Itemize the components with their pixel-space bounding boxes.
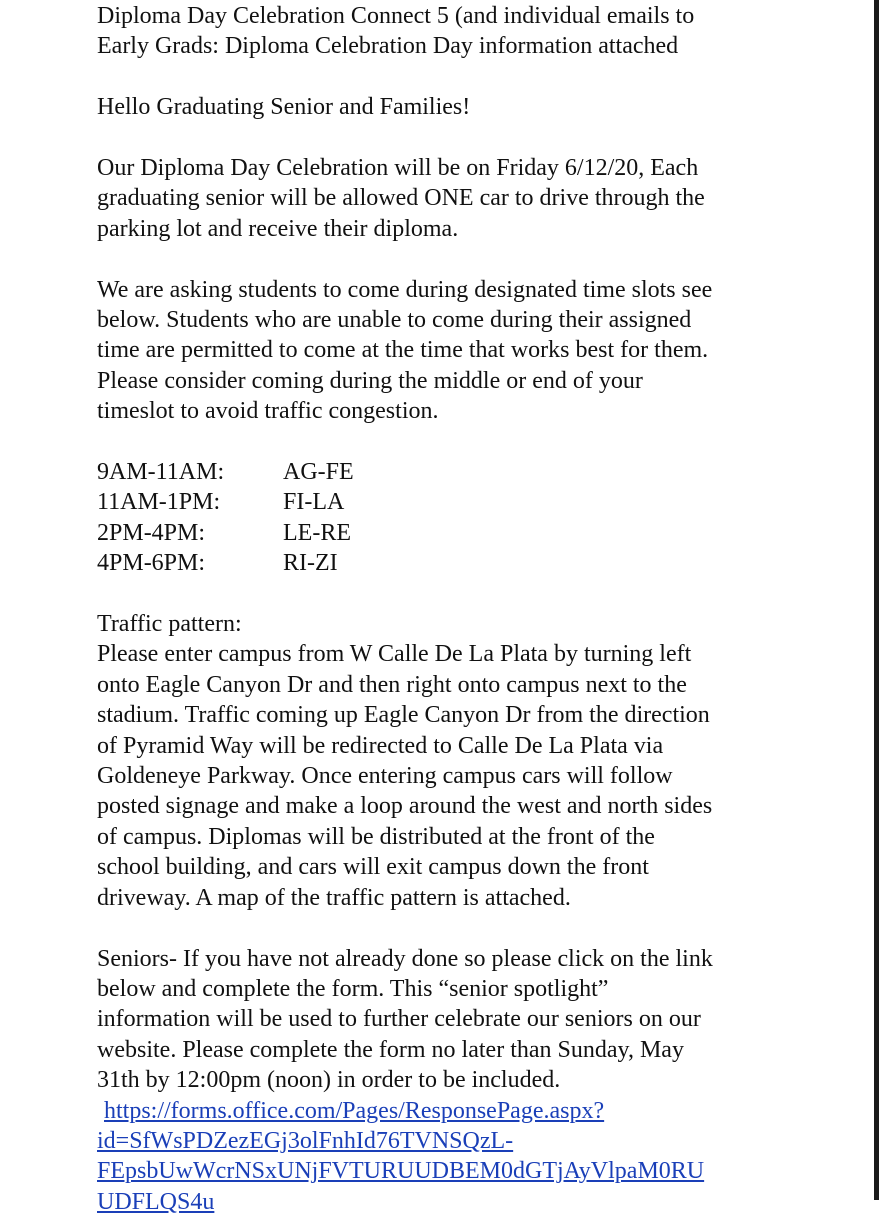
timeslots-line: below. Students who are unable to come during their assigned xyxy=(97,305,797,335)
intro-paragraph xyxy=(97,153,797,244)
timeslots-line: Please consider coming during the middle or end of your xyxy=(97,366,797,396)
traffic-line: posted signage and make a loop around the west and north sides xyxy=(97,791,797,821)
traffic-line: of campus. Diplomas will be distributed at the front of the xyxy=(97,822,797,852)
link-line[interactable]: UDFLQS4u xyxy=(97,1187,797,1217)
schedule-row xyxy=(97,548,797,578)
timeslots-line: timeslot to avoid traffic congestion. xyxy=(97,396,797,426)
page-edge-border xyxy=(874,0,879,1200)
link-line[interactable]: FEpsbUwWcrNSxUNjFVTURUUDBEM0dGTjAyVlpaM0RU xyxy=(97,1156,797,1186)
senior-spotlight-form-link[interactable] xyxy=(97,1096,797,1217)
schedule-names: FI-LA xyxy=(283,487,344,517)
intro-line: parking lot and receive their diploma. xyxy=(97,214,797,244)
seniors-line: below and complete the form. This “senior spotlight” xyxy=(97,974,797,1004)
traffic-line: driveway. A map of the traffic pattern is attached. xyxy=(97,883,797,913)
timeslots-line: time are permitted to come at the time that works best for them. xyxy=(97,335,797,365)
seniors-line: 31th by 12:00pm (noon) in order to be included. xyxy=(97,1065,797,1095)
schedule-names: RI-ZI xyxy=(283,548,338,578)
header-line: Early Grads: Diploma Celebration Day information attached xyxy=(97,31,797,61)
timeslots-line: We are asking students to come during designated time slots see xyxy=(97,275,797,305)
seniors-line: Seniors- If you have not already done so please click on the link xyxy=(97,944,797,974)
header-paragraph xyxy=(97,1,797,62)
link-line[interactable]: id=SfWsPDZezEGj3olFnhId76TVNSQzL- xyxy=(97,1126,797,1156)
schedule-time: 2PM-4PM: xyxy=(97,518,283,548)
schedule-names: LE-RE xyxy=(283,518,351,548)
traffic-paragraph xyxy=(97,609,797,913)
traffic-line: Goldeneye Parkway. Once entering campus cars will follow xyxy=(97,761,797,791)
header-line: Diploma Day Celebration Connect 5 (and individual emails to xyxy=(97,1,797,31)
link-line[interactable]: https://forms.office.com/Pages/ResponsePage.aspx? xyxy=(104,1096,797,1126)
seniors-line: information will be used to further celebrate our seniors on our xyxy=(97,1004,797,1034)
seniors-line: website. Please complete the form no later than Sunday, May xyxy=(97,1035,797,1065)
schedule-row xyxy=(97,457,797,487)
document-body xyxy=(97,1,797,1217)
timeslots-paragraph xyxy=(97,275,797,427)
intro-line: Our Diploma Day Celebration will be on Friday 6/12/20, Each xyxy=(97,153,797,183)
schedule-time: 11AM-1PM: xyxy=(97,487,283,517)
schedule-time: 4PM-6PM: xyxy=(97,548,283,578)
seniors-paragraph xyxy=(97,944,797,1217)
schedule-row xyxy=(97,487,797,517)
traffic-line: school building, and cars will exit campus down the front xyxy=(97,852,797,882)
greeting: Hello Graduating Senior and Families! xyxy=(97,92,797,122)
traffic-line: onto Eagle Canyon Dr and then right onto campus next to the xyxy=(97,670,797,700)
traffic-line: stadium. Traffic coming up Eagle Canyon Dr from the direction xyxy=(97,700,797,730)
schedule-row xyxy=(97,518,797,548)
schedule-names: AG-FE xyxy=(283,457,354,487)
intro-line: graduating senior will be allowed ONE car to drive through the xyxy=(97,183,797,213)
schedule-time: 9AM-11AM: xyxy=(97,457,283,487)
traffic-line: Please enter campus from W Calle De La Plata by turning left xyxy=(97,639,797,669)
traffic-line: of Pyramid Way will be redirected to Calle De La Plata via xyxy=(97,731,797,761)
schedule-table xyxy=(97,457,797,579)
traffic-heading: Traffic pattern: xyxy=(97,609,797,639)
